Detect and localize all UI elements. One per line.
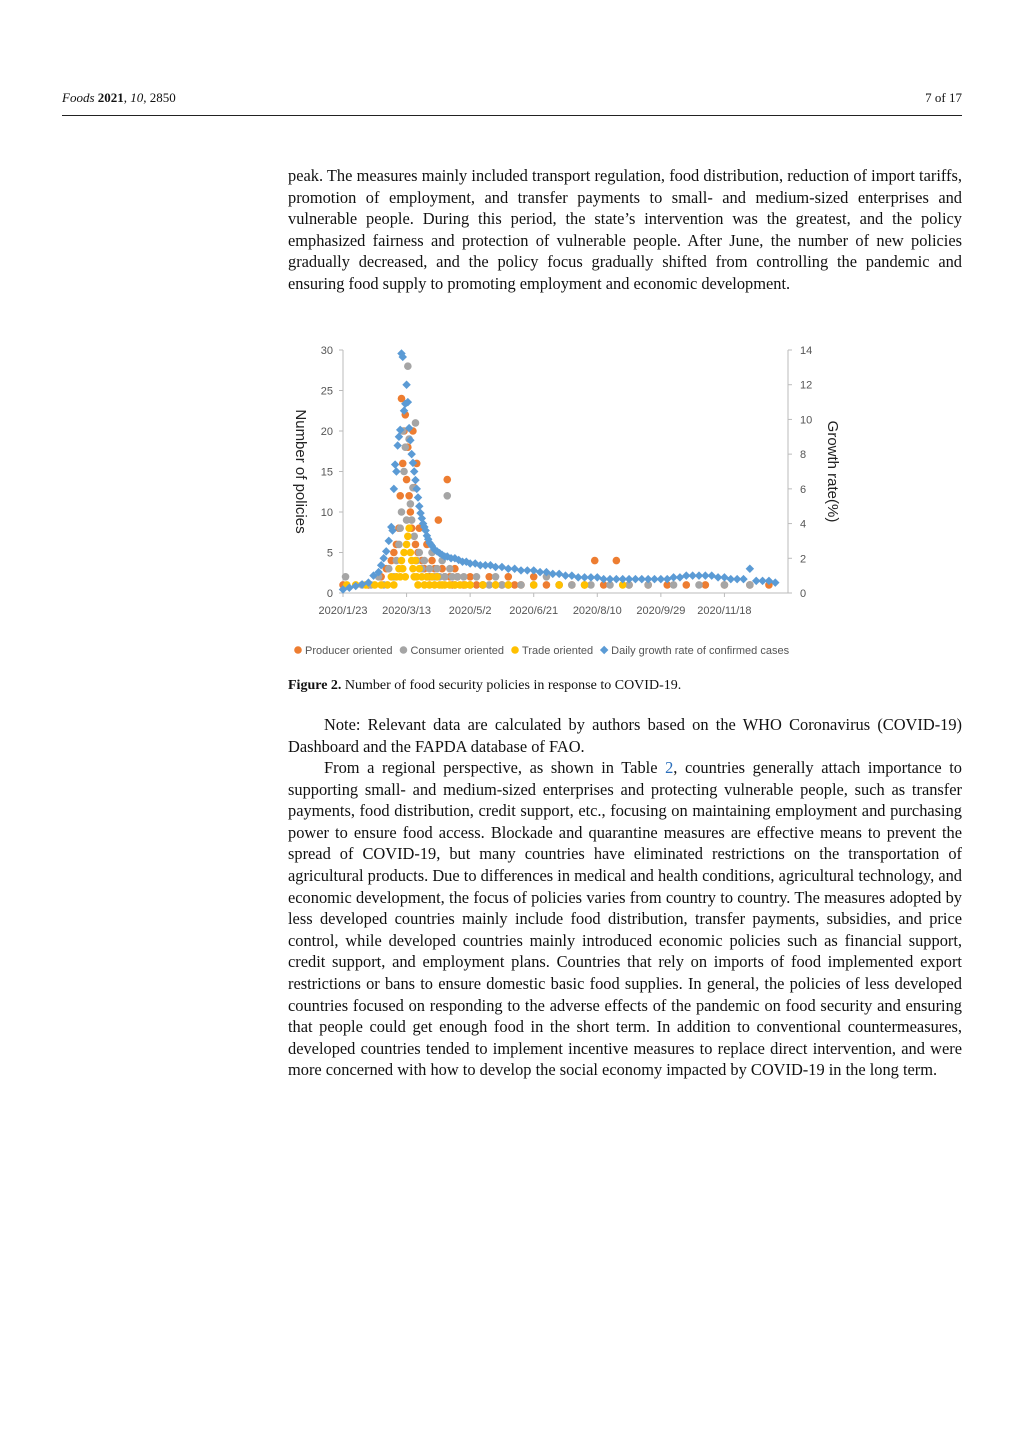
y-axis-title: Number of policies: [292, 409, 309, 534]
data-point: [670, 581, 678, 589]
x-tick-label: 2020/8/10: [572, 605, 622, 617]
data-point: [415, 549, 423, 557]
legend-marker: [511, 646, 519, 654]
journal-name: Foods: [62, 90, 95, 105]
data-point: [492, 581, 500, 589]
data-point: [530, 581, 538, 589]
data-point: [443, 476, 451, 484]
data-point: [385, 565, 393, 573]
x-tick-label: 2020/6/21: [509, 605, 559, 617]
article-number: 2850: [149, 90, 176, 105]
data-point: [404, 533, 412, 541]
y2-tick-label: 8: [800, 449, 807, 462]
data-point: [385, 537, 393, 545]
data-point: [403, 541, 411, 549]
x-tick-label: 2020/9/29: [636, 605, 686, 617]
data-point: [529, 566, 537, 574]
data-point: [721, 581, 729, 589]
legend-entry: [400, 645, 504, 657]
data-point: [402, 573, 410, 581]
data-point: [682, 581, 690, 589]
data-point: [407, 549, 415, 557]
page-number: 7 of 17: [925, 90, 962, 105]
data-point: [446, 565, 454, 573]
y2-tick-label: 2: [800, 553, 807, 566]
paragraph-2-text-a: From a regional perspective, as shown in Table: [324, 758, 666, 777]
data-point: [412, 419, 420, 427]
data-point: [412, 557, 420, 565]
data-point: [676, 573, 684, 581]
y2-tick-label: 12: [800, 379, 813, 392]
data-point: [414, 493, 422, 501]
x-tick-label: 2020/5/2: [448, 605, 492, 617]
data-point: [433, 565, 441, 573]
data-point: [396, 492, 404, 500]
chart-legend: [294, 645, 789, 657]
data-point: [407, 500, 415, 508]
table-reference-link[interactable]: 2: [665, 758, 674, 777]
data-point: [393, 441, 401, 449]
chart-marks: [339, 349, 780, 594]
y-tick-label: 25: [320, 385, 333, 398]
data-point: [390, 549, 398, 557]
data-point: [391, 460, 399, 468]
data-point: [392, 467, 400, 475]
data-point: [441, 573, 449, 581]
legend-marker: [294, 646, 302, 654]
y-tick-label: 30: [320, 345, 333, 357]
data-point: [402, 380, 410, 388]
legend-label: Producer oriented: [305, 645, 393, 657]
legend-marker: [600, 646, 608, 654]
data-point: [379, 554, 387, 562]
data-point: [390, 485, 398, 493]
data-point: [591, 557, 599, 565]
page-header: [62, 90, 962, 110]
header-rule: [62, 115, 962, 116]
data-point: [739, 575, 747, 583]
data-point: [407, 450, 415, 458]
journal-citation: Foods 2021, 10, 2850: [62, 90, 176, 105]
figure-label: Figure 2.: [288, 678, 342, 693]
data-point: [411, 476, 419, 484]
data-point: [412, 541, 420, 549]
y2-axis-title: Growth rate(%): [824, 420, 841, 523]
data-point: [399, 460, 407, 468]
legend-entry: [511, 645, 593, 657]
data-point: [382, 547, 390, 555]
body-paragraph-2: [288, 757, 962, 1081]
data-point: [460, 573, 468, 581]
data-point: [398, 508, 406, 516]
y2-tick-label: 4: [800, 518, 807, 531]
data-point: [403, 476, 411, 484]
data-point: [407, 508, 415, 516]
figure-2-chart: [288, 338, 848, 668]
data-point: [555, 570, 563, 578]
data-point: [426, 565, 434, 573]
data-point: [396, 524, 404, 532]
data-point: [695, 581, 703, 589]
data-point: [568, 581, 576, 589]
x-tick-label: 2020/11/18: [697, 605, 752, 617]
data-point: [593, 573, 601, 581]
y2-tick-label: 14: [800, 345, 813, 357]
data-point: [517, 581, 525, 589]
data-point: [504, 573, 512, 581]
figure-note: Note: Relevant data are calculated by authors based on the WHO Coronavirus (COVID-19) Dashboard and the FAPDA database of FAO.: [288, 715, 962, 756]
y-tick-label: 10: [320, 507, 333, 519]
y-tick-label: 15: [320, 466, 333, 479]
data-point: [581, 581, 589, 589]
legend-label: Trade oriented: [522, 645, 594, 657]
data-point: [421, 557, 429, 565]
data-point: [405, 492, 413, 500]
data-point: [408, 516, 416, 524]
journal-volume: 10: [130, 90, 144, 105]
data-point: [479, 581, 487, 589]
legend-entry: [294, 645, 392, 657]
chart-svg: [288, 338, 848, 668]
data-point: [504, 581, 512, 589]
paragraph-2-text-b: , countries generally attach importance to supporting small- and medium-sized enterprises and protecting vulnerable people, such as transfer payments, food distribution, credit support, etc., focusing on maintaining employment and purchasing power to ensure food access. Blockade and quarantine measures are effective means to prevent the spread of COVID-19, but many countries have eliminated restrictions on the transportation of agricultural products. Due to differences in medical and health conditions, agricultural technology, and economic development, the focus of policies varies from country to country. The measures adopted by less developed countries mainly include food distribution, transfer payments, subsidies, and price control, while developed countries mainly introduced economic policies such as financial support, credit support, and employment plans. Countries that rely on imports of food implemented export restrictions or bans to ensure domestic basic food supplies. In general, the policies of less developed countries focused on responding to the adverse effects of the pandemic on food security and ensuring that people could get enough food in the short term. In addition to conventional countermeasures, developed countries tended to implement incentive measures to replace direct intervention, and were more concerned with how to develop the social economy impacted by COVID-19 in the long term.: [288, 758, 962, 1080]
figure-caption-text: Number of food security policies in response to COVID-19.: [344, 678, 682, 693]
data-point: [663, 575, 671, 583]
data-point: [390, 581, 398, 589]
data-point: [415, 502, 423, 510]
y-tick-label: 20: [320, 426, 333, 438]
legend-marker: [400, 646, 408, 654]
data-point: [395, 541, 403, 549]
data-point: [498, 563, 506, 571]
journal-year: 2021: [97, 90, 124, 105]
data-point: [404, 362, 412, 370]
data-point: [720, 573, 728, 581]
data-point: [555, 581, 563, 589]
x-tick-label: 2020/3/13: [382, 605, 432, 617]
y-tick-label: 0: [326, 588, 333, 600]
data-point: [402, 443, 410, 451]
legend-entry: [600, 645, 790, 657]
data-point: [342, 573, 350, 581]
data-point: [435, 516, 443, 524]
data-point: [466, 581, 474, 589]
data-point: [399, 565, 407, 573]
data-point: [492, 573, 500, 581]
data-point: [707, 571, 715, 579]
data-point: [410, 467, 418, 475]
data-point: [405, 524, 413, 532]
legend-label: Daily growth rate of confirmed cases: [611, 645, 790, 657]
data-point: [433, 573, 441, 581]
figure-caption: [288, 678, 962, 694]
y2-tick-label: 0: [800, 588, 807, 600]
data-point: [510, 564, 518, 572]
data-point: [543, 581, 551, 589]
data-point: [398, 557, 406, 565]
legend-label: Consumer oriented: [410, 645, 505, 657]
data-point: [746, 581, 754, 589]
body-paragraph-1: peak. The measures mainly included transport regulation, food distribution, reduction of import tariffs, promotion of employment, and transfer payments to small- and medium-sized enterprises and vulnerable people. During this period, the state’s intervention was the greatest, and the policy emphasized fairness and protection of vulnerable people. After June, the number of new policies gradually decreased, and the policy focus gradually shifted from controlling the pandemic and ensuring food supply to promoting employment and economic development.: [288, 166, 962, 293]
data-point: [400, 468, 408, 476]
data-point: [473, 573, 481, 581]
data-point: [746, 564, 754, 572]
data-point: [428, 557, 436, 565]
y-tick-label: 5: [326, 547, 333, 560]
y2-tick-label: 6: [800, 483, 807, 496]
data-point: [443, 492, 451, 500]
data-point: [613, 557, 621, 565]
data-point: [568, 571, 576, 579]
data-point: [415, 565, 423, 573]
x-tick-label: 2020/1/23: [318, 605, 368, 617]
y2-tick-label: 10: [800, 414, 813, 427]
